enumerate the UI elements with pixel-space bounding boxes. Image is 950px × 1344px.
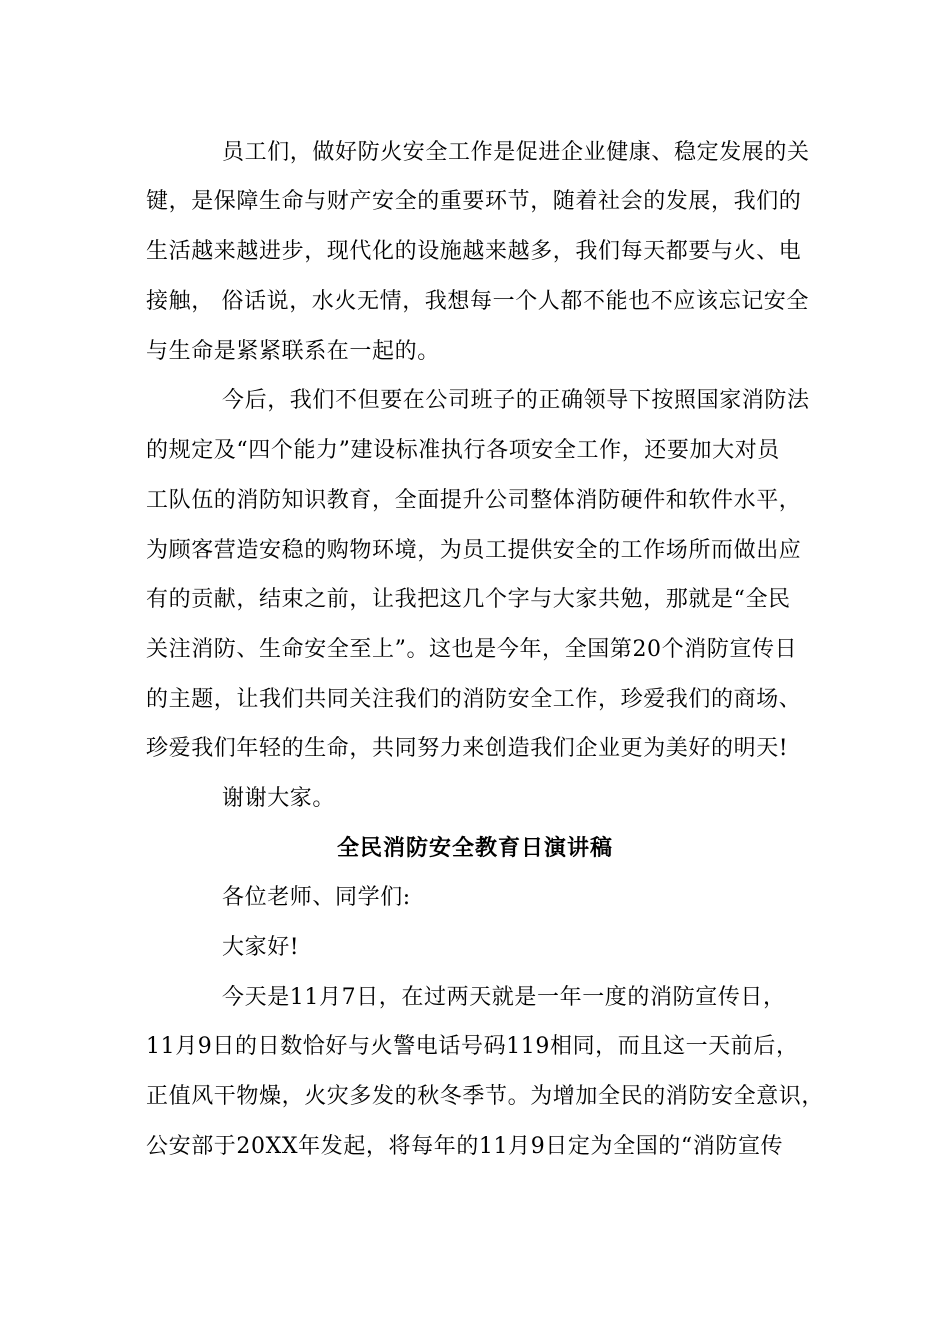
paragraph-1-line-5: 与生命是紧紧联系在一起的。: [146, 339, 440, 364]
paragraph-1-line-1: 员工们，做好防火安全工作是促进企业健康、稳定发展的关: [222, 140, 810, 165]
paragraph-3-line-2: 11月9日的日数恰好与火警电话号码119相同，而且这一天前后，: [146, 1034, 799, 1059]
paragraph-2-line-5: 有的贡献，结束之前，让我把这几个字与大家共勉，那就是“全民: [146, 587, 791, 612]
paragraph-2-line-6: 关注消防、生命安全至上”。这也是今年，全国第20个消防宣传日: [146, 637, 798, 662]
salutation-line: 各位老师、同学们:: [222, 885, 411, 910]
paragraph-1-line-3: 生活越来越进步，现代化的设施越来越多，我们每天都要与火、电: [146, 239, 802, 264]
paragraph-3-line-1: 今天是11月7日，在过两天就是一年一度的消防宣传日，: [222, 985, 786, 1010]
greeting-line: 大家好!: [222, 935, 300, 960]
paragraph-2-line-3: 工队伍的消防知识教育，全面提升公司整体消防硬件和软件水平，: [146, 488, 802, 513]
paragraph-3-line-3: 正值风干物燥，火灾多发的秋冬季节。为增加全民的消防安全意识，: [146, 1084, 825, 1109]
paragraph-1-line-4: 接触， 俗话说，水火无情，我想每一个人都不能也不应该忘记安全: [146, 289, 809, 314]
paragraph-2-line-1: 今后，我们不但要在公司班子的正确领导下按照国家消防法: [222, 388, 810, 413]
paragraph-3-line-4: 公安部于20XX年发起，将每年的11月9日定为全国的“消防宣传: [146, 1134, 784, 1159]
closing-line: 谢谢大家。: [222, 786, 336, 811]
paragraph-1-line-2: 键，是保障生命与财产安全的重要环节，随着社会的发展，我们的: [146, 189, 802, 214]
page-title: 全民消防安全教育日演讲稿: [336, 836, 613, 861]
paragraph-2-line-2: 的规定及“四个能力”建设标准执行各项安全工作，还要加大对员: [146, 438, 780, 463]
paragraph-2-line-8: 珍爱我们年轻的生命，共同努力来创造我们企业更为美好的明天!: [146, 736, 789, 761]
paragraph-2-line-7: 的主题，让我们共同关注我们的消防安全工作，珍爱我们的商场、: [146, 687, 802, 712]
paragraph-2-line-4: 为顾客营造安稳的购物环境，为员工提供安全的工作场所而做出应: [146, 538, 802, 563]
